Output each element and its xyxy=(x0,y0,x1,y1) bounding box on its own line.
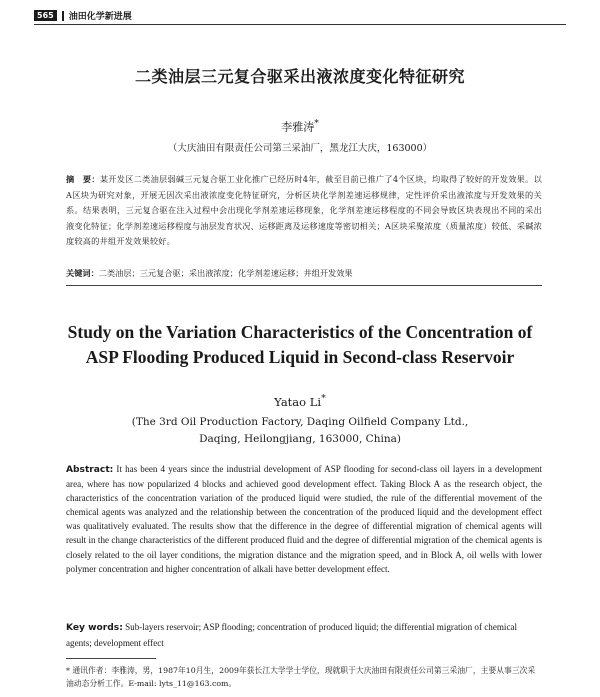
english-title xyxy=(0,320,600,370)
english-title-line-2: ASP Flooding Produced Liquid in Second-class Reservoir xyxy=(85,347,515,367)
english-keywords xyxy=(66,620,542,650)
header-separator xyxy=(62,11,64,21)
chinese-author-mark: * xyxy=(314,118,319,129)
section-divider xyxy=(66,285,542,286)
chinese-affiliation: （大庆油田有限责任公司第三采油厂，黑龙江大庆，163000） xyxy=(167,143,433,154)
header-rule xyxy=(34,24,566,25)
chinese-abstract-text: 某开发区二类油层弱碱三元复合驱工业化推广已经历时4年，截至目前已推广了4个区块，均取得了较好的开发效果。以A区块为研究对象，开展无因次采出液浓度变化特征研究，分析区块化学剂差速运移规律，定性评价采出液浓度与开发效果的关系。结果表明，三元复合驱在注入过程中会出现化学剂差速运移现象，化学剂差速运移程度的不同会导致区块表现出不同的采出液变化特征；化学剂差速运移程度与油层发育状况、运移距离及运移速度等密切相关；A区块采聚浓度（质量浓度）较低、采碱浓度较高的井组开发效果较好。 xyxy=(66,174,542,246)
footnote-text: 通讯作者：李雅涛，男，1987年10月生，2009年获长江大学学士学位，现就职于大庆油田有限责任公司第三采油厂，主要从事三次采油动态分析工作。E-mail: lyts_11@163.com。 xyxy=(66,666,536,688)
english-abstract-text: It has been 4 years since the industrial development of ASP flooding for second-class oil layers in a development area, where has now popularized 4 blocks and achieved good development effect. Taking Block A as the research object, the characteristics of the concentration variation of the produced liquid were studied, the rule of the differential movement of the chemical agents was analyzed and the relationship between the concentration of the produced liquid and the development effect was qualitatively evaluated. The results show that the difference in the degree of differential migration of chemical agents will result in the change characteristics of the different produced fluid and the degree of differential migration of the chemical agents is closely related to the oil layer conditions, the migration distance and the migration speed, and in Block A, oil wells with lower polymer concentration and higher concentration of alkali have better development effect. xyxy=(66,464,542,574)
english-abstract-label: Abstract: xyxy=(66,465,114,475)
chinese-author xyxy=(0,118,600,135)
english-author-mark: * xyxy=(321,393,326,404)
english-title-line-1: Study on the Variation Characteristics of the Concentration of xyxy=(67,322,533,342)
english-abstract xyxy=(66,462,542,576)
chinese-author-name: 李雅涛 xyxy=(281,120,315,134)
chinese-keywords-label: 关键词： xyxy=(66,268,99,278)
chinese-title: 二类油层三元复合驱采出液浓度变化特征研究 xyxy=(134,67,465,86)
footnote xyxy=(66,664,542,690)
running-header xyxy=(34,9,132,22)
english-author-name: Yatao Li xyxy=(274,394,322,409)
english-affiliation xyxy=(0,414,600,448)
footnote-mark: * xyxy=(66,666,70,675)
english-affiliation-line-1: (The 3rd Oil Production Factory, Daqing Oilfield Company Ltd., xyxy=(131,416,469,428)
chinese-abstract-label: 摘 要： xyxy=(66,174,100,184)
chinese-keywords-text: 二类油层；三元复合驱；采出液浓度；化学剂差速运移；井组开发效果 xyxy=(98,268,353,278)
journal-name: 油田化学新进展 xyxy=(68,12,132,22)
chinese-keywords xyxy=(66,266,542,280)
english-keywords-label: Key words: xyxy=(66,623,123,633)
page-number: 565 xyxy=(34,10,57,21)
english-author xyxy=(0,393,600,409)
english-keywords-text: Sub-layers reservoir; ASP flooding; concentration of produced liquid; the differential migration of chemical agents; development effect xyxy=(66,622,518,648)
footnote-rule xyxy=(66,658,156,659)
english-affiliation-line-2: Daqing, Heilongjiang, 163000, China) xyxy=(199,433,401,445)
chinese-abstract xyxy=(66,172,542,250)
